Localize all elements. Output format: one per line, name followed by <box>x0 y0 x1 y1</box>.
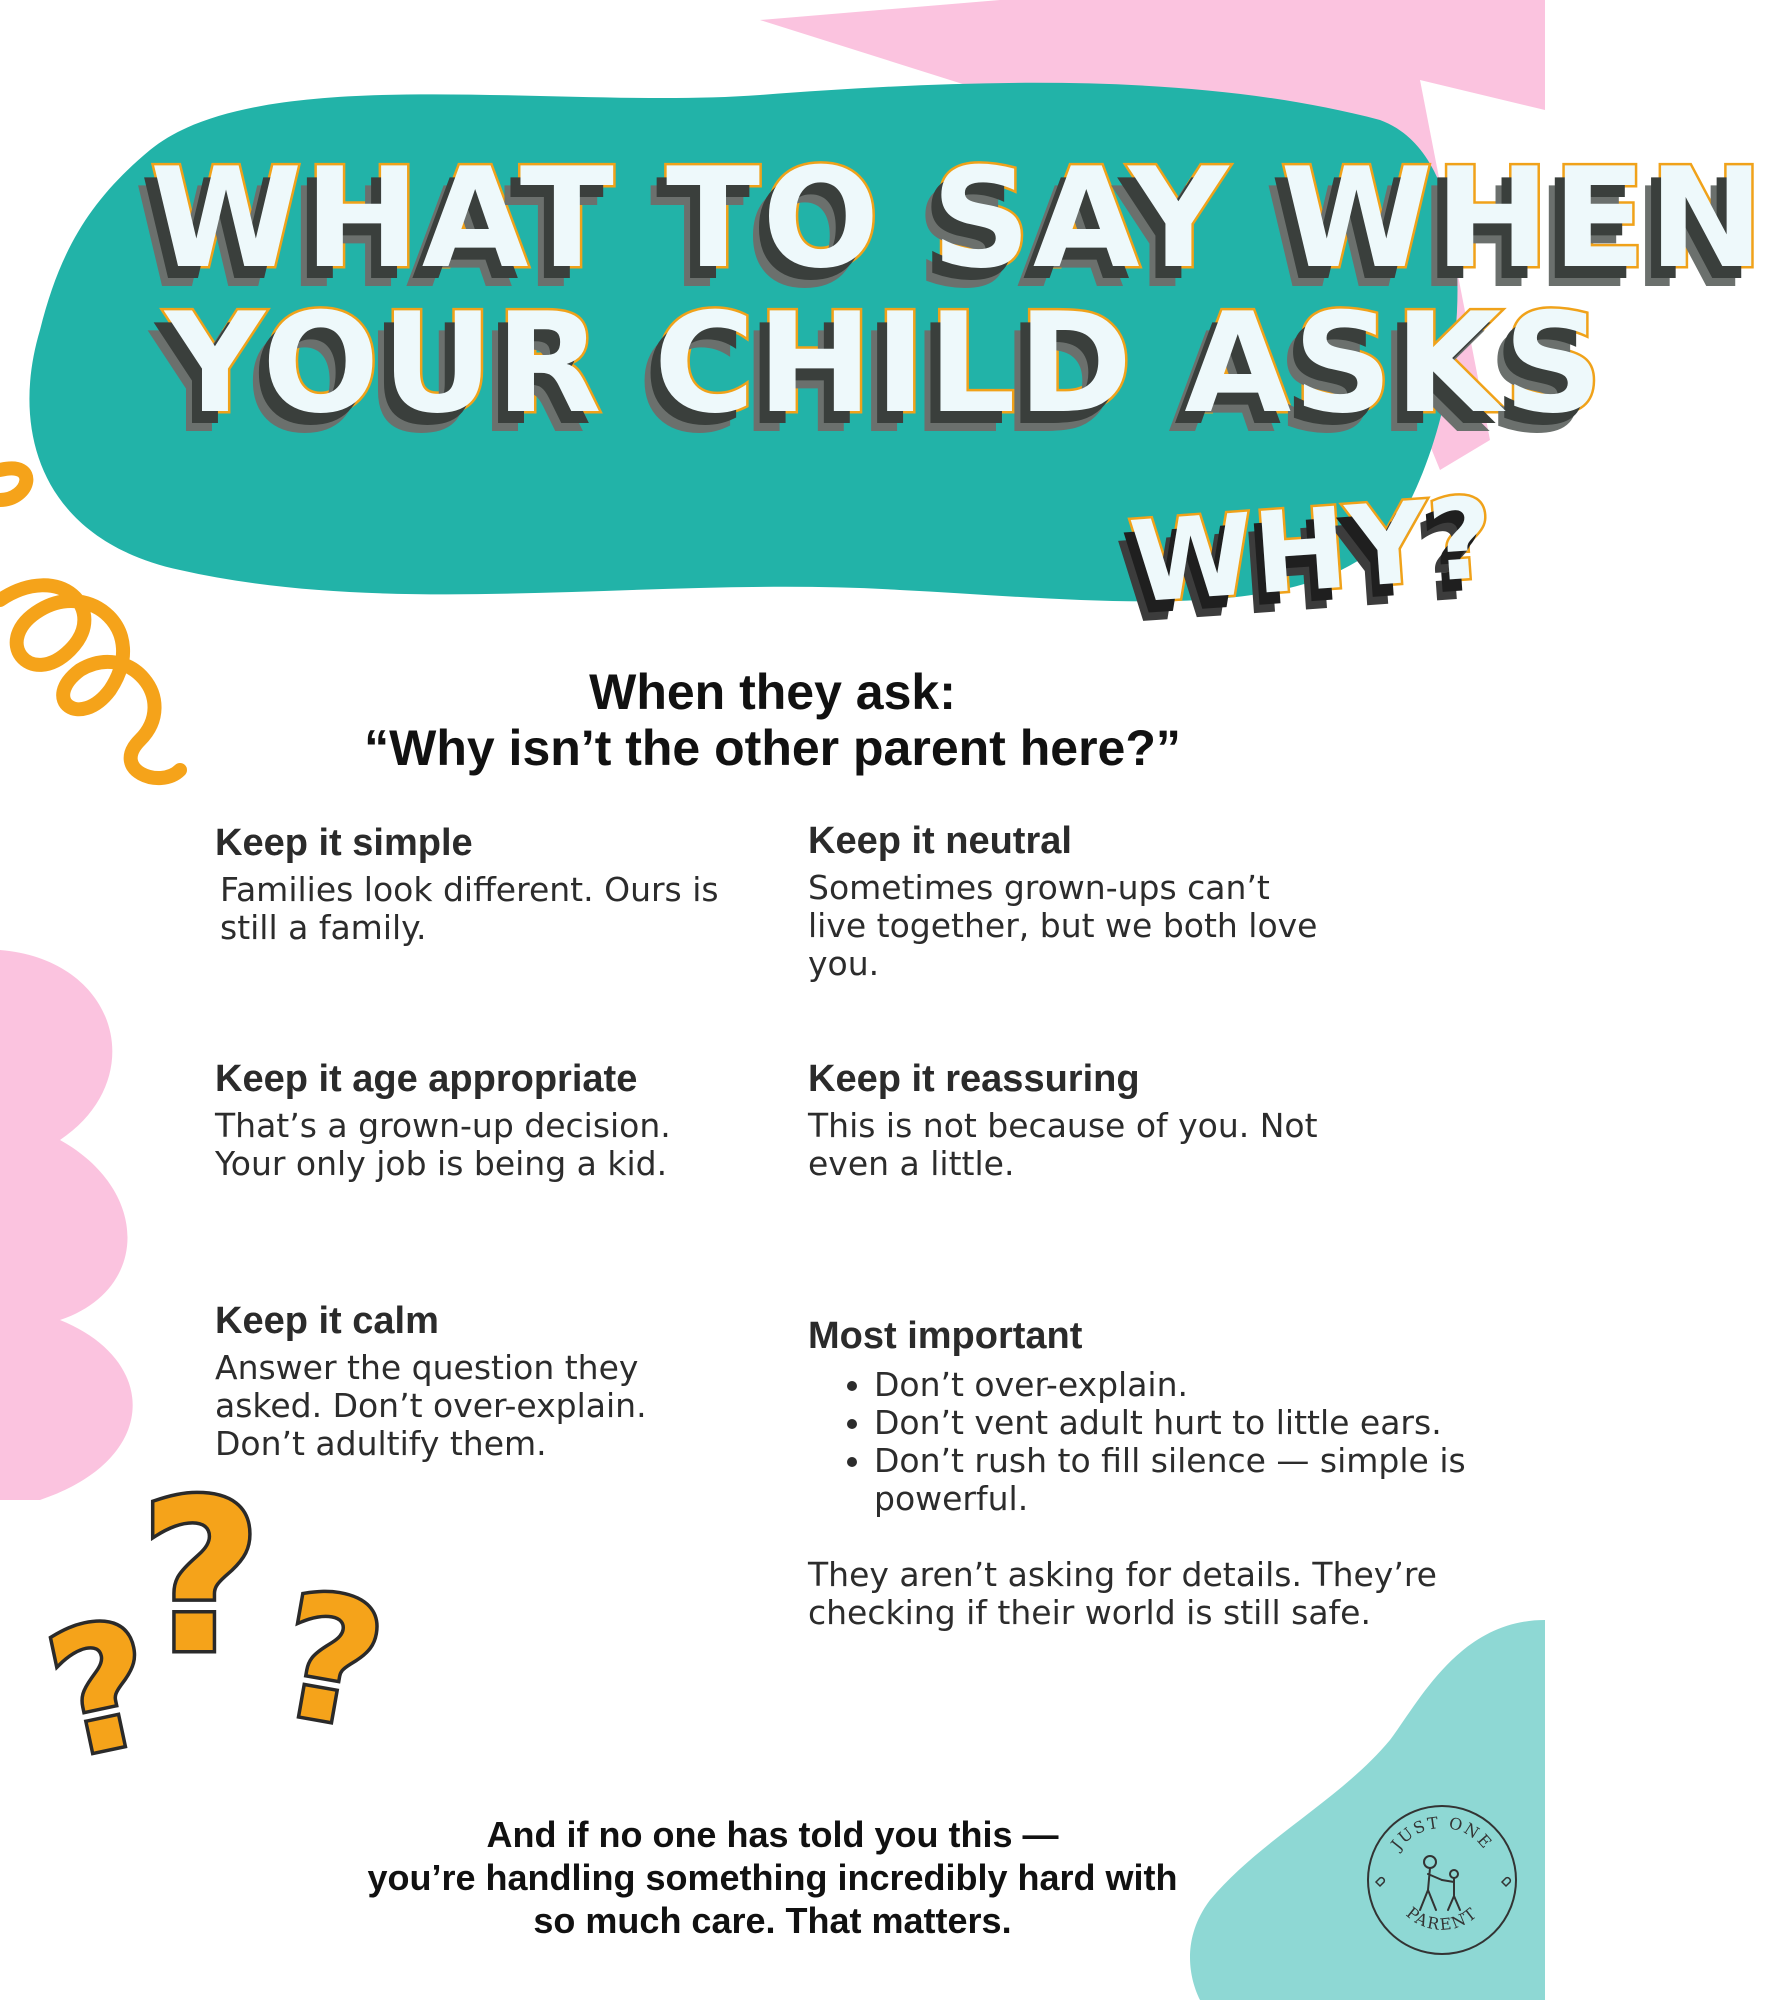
tip-heading: Keep it neutral <box>808 820 1072 862</box>
tip-keep-calm <box>215 1300 775 1463</box>
tip-text: Answer the question they asked. Don’t over-explain. Don’t adultify them. <box>215 1348 647 1463</box>
tip-heading: Keep it calm <box>215 1300 439 1342</box>
tip-text: Sometimes grown-ups can’t live together, but we both love you. <box>808 868 1318 983</box>
tip-text: Families look different. Ours is still a family. <box>220 870 719 947</box>
tip-heading: Most important <box>808 1315 1083 1357</box>
closing-line-3: so much care. That matters. <box>533 1900 1012 1941</box>
pink-scallop-shape <box>0 950 133 1500</box>
question-marks-icon <box>33 1455 396 1798</box>
title-line-1: WHAT TO SAY WHEN <box>150 138 1766 299</box>
heart-icon <box>1502 1878 1510 1886</box>
tip-keep-reassuring <box>808 1058 1368 1183</box>
tip-text: That’s a grown-up decision. Your only job is being a kid. <box>215 1106 671 1183</box>
most-important-list <box>808 1366 1498 1518</box>
tip-heading: Keep it simple <box>215 822 473 864</box>
title-line-2: YOUR CHILD ASKS <box>165 283 1605 444</box>
list-item: • Don’t vent adult hurt to little ears. <box>874 1404 1498 1442</box>
tip-keep-age-appropriate <box>215 1058 775 1183</box>
logo-emblem <box>1362 1800 1522 1960</box>
tip-most-important <box>808 1315 1498 1632</box>
question-intro: When they ask: <box>589 664 956 720</box>
parent-child-icon <box>1420 1856 1460 1910</box>
tip-heading: Keep it reassuring <box>808 1058 1140 1100</box>
tip-keep-simple <box>215 822 775 947</box>
svg-text:JUST ONE <box>1386 1813 1497 1855</box>
most-important-note: They aren’t asking for details. They’re checking if their world is still safe. <box>808 1555 1437 1632</box>
tip-heading: Keep it age appropriate <box>215 1058 638 1100</box>
tip-text: This is not because of you. Not even a little. <box>808 1106 1318 1183</box>
list-item: • Don’t over-explain. <box>874 1366 1498 1404</box>
closing-line-1: And if no one has told you this — <box>486 1814 1059 1855</box>
logo-top-text: JUST ONE <box>1387 1812 1497 1854</box>
question-quote: “Why isn’t the other parent here?” <box>364 720 1181 776</box>
logo-bottom-text: PARENT <box>1402 1903 1482 1935</box>
tip-keep-neutral <box>808 820 1348 983</box>
svg-text:?: ? <box>33 1583 171 1798</box>
svg-text:?: ? <box>140 1455 262 1700</box>
why-title: WHY? <box>1125 473 1498 629</box>
svg-text:?: ? <box>264 1555 397 1769</box>
heart-icon <box>1376 1878 1384 1886</box>
closing-line-2: you’re handling something incredibly hard with <box>367 1857 1178 1898</box>
list-item: • Don’t rush to fill silence — simple is powerful. <box>874 1442 1498 1518</box>
svg-text:PARENT <box>1403 1903 1482 1934</box>
